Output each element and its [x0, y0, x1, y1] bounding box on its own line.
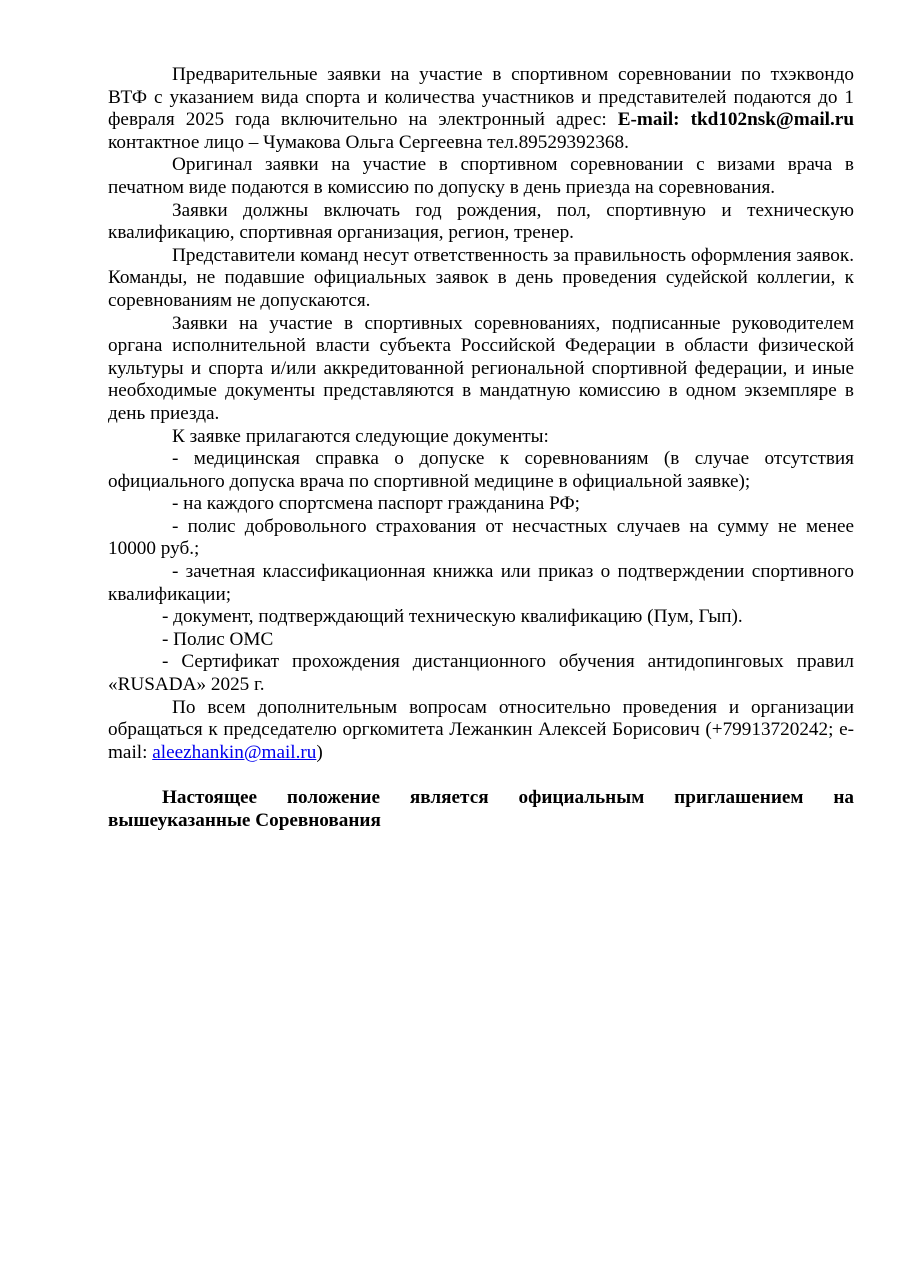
paragraph-original-application: Оригинал заявки на участие в спортивном соревновании с визами врача в печатном виде подаются в комиссию по допуску в день приезда на соревнования. [108, 154, 854, 198]
blank-line [108, 764, 854, 787]
paragraph-contact-chairman [108, 697, 854, 765]
paragraph-text: ) [316, 741, 323, 763]
paragraph-preliminary-applications [108, 64, 854, 154]
chairman-email-link[interactable]: aleezhankin@mail.ru [152, 741, 317, 763]
paragraph-text: По всем дополнительным вопросам относительно проведения и организации обращаться к председателю оргкомитета Лежанкин Алексей Борисович (+79913720242; e-mail: [108, 696, 854, 763]
paragraph-documents-intro: К заявке прилагаются следующие документы: [172, 425, 549, 447]
paragraph-representatives-responsibility: Представители команд несут ответственность за правильность оформления заявок. Команды, не подавшие официальных заявок в день проведения судейской коллегии, к соревнованиям не допускаются. [108, 244, 854, 311]
list-item-insurance: - полис добровольного страхования от несчастных случаев на сумму не менее 10000 руб.; [108, 515, 854, 560]
paragraph-text: контактное лицо – Чумакова Ольга Сергеевна тел.89529392368. [108, 131, 629, 153]
list-item-passport: - на каждого спортсмена паспорт гражданина РФ; [172, 493, 580, 515]
document-page [108, 64, 854, 832]
paragraph-text: Предварительные заявки на участие в спортивном соревновании по тхэквондо ВТФ с указанием вида спорта и количества участников и представителей подаются до 1 февраля 2025 года включительно на электронный адрес: [108, 64, 854, 131]
list-item-rusada-certificate: - Сертификат прохождения дистанционного обучения антидопинговых правил «RUSADA» 2025 г. [108, 651, 854, 696]
list-item-oms-policy: - Полис ОМС [162, 628, 274, 650]
list-item-technical-qualification: - документ, подтверждающий техническую квалификацию (Пум, Гып). [162, 606, 743, 628]
list-item-medical-certificate: - медицинская справка о допуске к соревнованиям (в случае отсутствия официального допуска врача по спортивной медицине в официальной заявке); [108, 448, 854, 492]
list-item-classification-book: - зачетная классификационная книжка или приказ о подтверждении спортивного квалификации; [108, 561, 854, 605]
paragraph-signed-applications: Заявки на участие в спортивных соревнованиях, подписанные руководителем органа исполнительной власти субъекта Российской Федерации в области физической культуры и спорта и/или аккредитованной региональной спортивной федерации, и иные необходимые документы представляются в мандатную комиссию в одном экземпляре в день приезда. [108, 312, 854, 424]
contact-email: E-mail: tkd102nsk@mail.ru [617, 109, 854, 131]
official-invitation-statement: Настоящее положение является официальным приглашением на вышеуказанные Соревнования [108, 787, 854, 831]
paragraph-application-contents: Заявки должны включать год рождения, пол, спортивную и техническую квалификацию, спортивная организация, регион, тренер. [108, 199, 854, 244]
